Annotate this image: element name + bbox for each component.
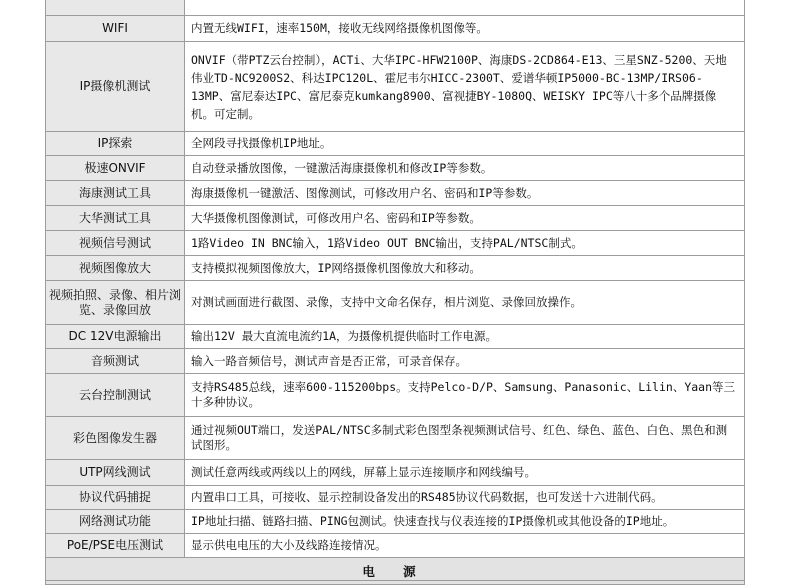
row-desc: 显示供电电压的大小及线路连接情况。	[185, 534, 745, 558]
table-row	[46, 181, 745, 206]
row-desc: 自动登录播放图像，一键激活海康摄像机和修改IP等参数。	[185, 156, 745, 181]
row-desc: 内置无线WIFI，速率150M，接收无线网络摄像机图像等。	[185, 16, 745, 42]
table-row	[46, 281, 745, 325]
table-row	[46, 156, 745, 181]
row-desc: 输入一路音频信号，测试声音是否正常，可录音保存。	[185, 349, 745, 374]
row-label: 海康测试工具	[46, 181, 185, 206]
bottom-divider	[45, 580, 745, 581]
row-desc: 输出12V 最大直流电流约1A，为摄像机提供临时工作电源。	[185, 325, 745, 349]
row-desc: 通过视频OUT端口，发送PAL/NTSC多制式彩色图型条视频测试信号、红色、绿色、蓝色、白色、黑色和测试图形。	[185, 417, 745, 460]
table-row	[46, 0, 745, 16]
row-desc: 测试任意两线或两线以上的网线，屏幕上显示连接顺序和网线编号。	[185, 460, 745, 486]
spec-table	[45, 0, 745, 585]
row-desc: 海康摄像机一键激活、图像测试，可修改用户名、密码和IP等参数。	[185, 181, 745, 206]
table-row	[46, 132, 745, 156]
row-desc: 大华摄像机图像测试，可修改用户名、密码和IP等参数。	[185, 206, 745, 231]
row-label: 网络测试功能	[46, 510, 185, 534]
row-label: IP摄像机测试	[46, 42, 185, 132]
section-title: 电 源	[46, 558, 745, 585]
row-label: PoE/PSE电压测试	[46, 534, 185, 558]
table-row	[46, 42, 745, 132]
row-label: 极速ONVIF	[46, 156, 185, 181]
row-label: WIFI	[46, 16, 185, 42]
table-row	[46, 534, 745, 558]
row-label: 音频测试	[46, 349, 185, 374]
row-label: 视频拍照、录像、相片浏览、录像回放	[46, 281, 185, 325]
row-desc: 支持模拟视频图像放大，IP网络摄像机图像放大和移动。	[185, 256, 745, 281]
table-row	[46, 374, 745, 417]
row-label: 视频图像放大	[46, 256, 185, 281]
row-label: 大华测试工具	[46, 206, 185, 231]
table-row	[46, 417, 745, 460]
row-desc: 1路Video IN BNC输入，1路Video OUT BNC输出，支持PAL/NTSC制式。	[185, 231, 745, 256]
row-desc: ONVIF（带PTZ云台控制），ACTi、大华IPC-HFW2100P、海康DS-2CD864-E13、三星SNZ-5200、天地伟业TD-NC9200S2、科达IPC120L、霍尼韦尔HICC-2300T、爱谱华顿IP5000-BC-13MP/IRS06-13MP、富尼泰达IPC、富尼泰克kumkang8900、富视捷BY-1080Q、WEISKY IPC等八十多个品牌摄像机。可定制。	[185, 42, 745, 132]
spec-table-body	[46, 0, 745, 585]
row-label: 协议代码捕捉	[46, 486, 185, 510]
row-desc: 对测试画面进行截图、录像，支持中文命名保存，相片浏览、录像回放操作。	[185, 281, 745, 325]
table-row	[46, 486, 745, 510]
row-label: 彩色图像发生器	[46, 417, 185, 460]
table-row	[46, 256, 745, 281]
row-label	[46, 0, 185, 16]
row-label: IP探索	[46, 132, 185, 156]
table-row	[46, 510, 745, 534]
table-row	[46, 460, 745, 486]
row-desc: 内置串口工具，可接收、显示控制设备发出的RS485协议代码数据，也可发送十六进制代码。	[185, 486, 745, 510]
row-label: 云台控制测试	[46, 374, 185, 417]
table-row	[46, 349, 745, 374]
row-desc: 支持RS485总线，速率600-115200bps。支持Pelco-D/P、Samsung、Panasonic、Lilin、Yaan等三十多种协议。	[185, 374, 745, 417]
table-row	[46, 206, 745, 231]
table-row	[46, 325, 745, 349]
row-label: UTP网线测试	[46, 460, 185, 486]
table-row	[46, 16, 745, 42]
row-desc: IP地址扫描、链路扫描、PING包测试。快速查找与仪表连接的IP摄像机或其他设备的IP地址。	[185, 510, 745, 534]
row-desc	[185, 0, 745, 16]
table-row	[46, 231, 745, 256]
row-label: DC 12V电源输出	[46, 325, 185, 349]
row-label: 视频信号测试	[46, 231, 185, 256]
row-desc: 全网段寻找摄像机IP地址。	[185, 132, 745, 156]
